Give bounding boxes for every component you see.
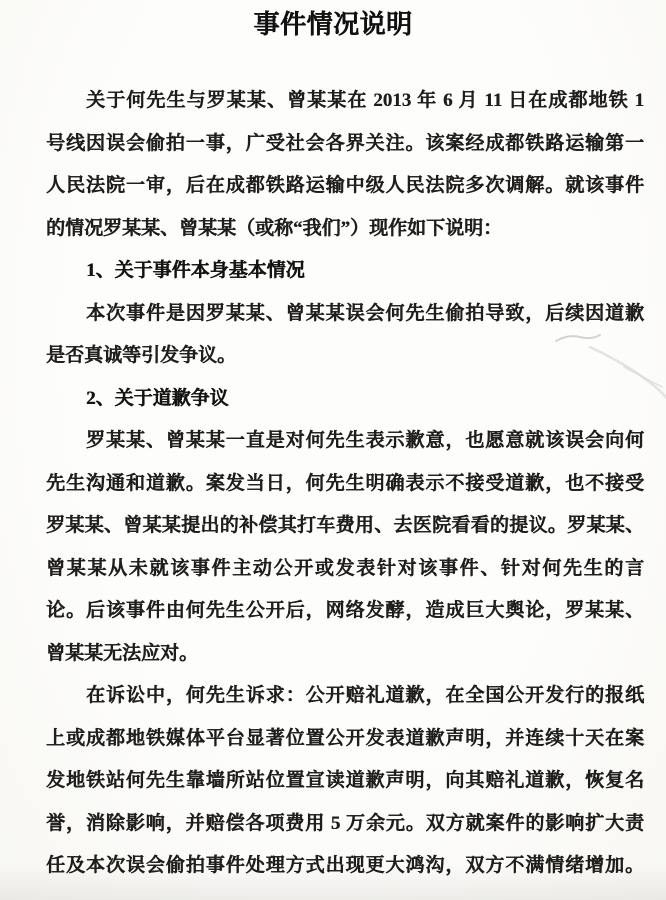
document-body [46, 80, 644, 888]
page-title: 事件情况说明 [253, 10, 413, 39]
text-line: 罗某某、曾某某提出的补偿其打车费用、去医院看看的提议。罗某某、 [46, 515, 644, 536]
heading-line: 2、关于道歉争议 [86, 387, 229, 409]
text-line: 人民法院一审，后在成都铁路运输中级人民法院多次调解。就该事件 [46, 175, 644, 196]
text-line: 发地铁站何先生靠墙所站位置宣读道歉声明，向其赔礼道歉，恢复名 [46, 770, 644, 791]
text-line: 任及本次误会偷拍事件处理方式出现更大鸿沟，双方不满情绪增加。 [46, 855, 644, 876]
text-line: 誉，消除影响，并赔偿各项费用 5 万余元。双方就案件的影响扩大责 [46, 812, 644, 834]
text-line: 罗某某、曾某某一直是对何先生表示歉意，也愿意就该误会向何 [86, 430, 644, 451]
text-line: 是否真诚等引发争议。 [46, 345, 237, 366]
text-line: 号线因误会偷拍一事，广受社会各界关注。该案经成都铁路运输第一 [46, 132, 644, 154]
text-line: 先生沟通和道歉。案发当日，何先生明确表示不接受道歉，也不接受 [46, 472, 644, 494]
text-line: 论。后该事件由何先生公开后，网络发酵，造成巨大舆论，罗某某、 [46, 600, 644, 621]
heading-line: 1、关于事件本身基本情况 [86, 260, 305, 281]
text-line: 的情况罗某某、曾某某（或称“我们”）现作如下说明： [46, 217, 503, 239]
text-line: 曾某某无法应对。 [46, 642, 199, 664]
text-line: 本次事件是因罗某某、曾某某误会何先生偷拍导致，后续因道歉 [86, 302, 644, 324]
text-line: 在诉讼中，何先生诉求：公开赔礼道歉，在全国公开发行的报纸 [86, 685, 644, 706]
text-line: 关于何先生与罗某某、曾某某在 2013 年 6 月 11 日在成都地铁 1 [86, 90, 644, 111]
text-line: 上或成都地铁媒体平台显著位置公开发表道歉声明，并连续十天在案 [46, 727, 644, 749]
text-line: 曾某某从未就该事件主动公开或发表针对该事件、针对何先生的言 [46, 557, 644, 579]
